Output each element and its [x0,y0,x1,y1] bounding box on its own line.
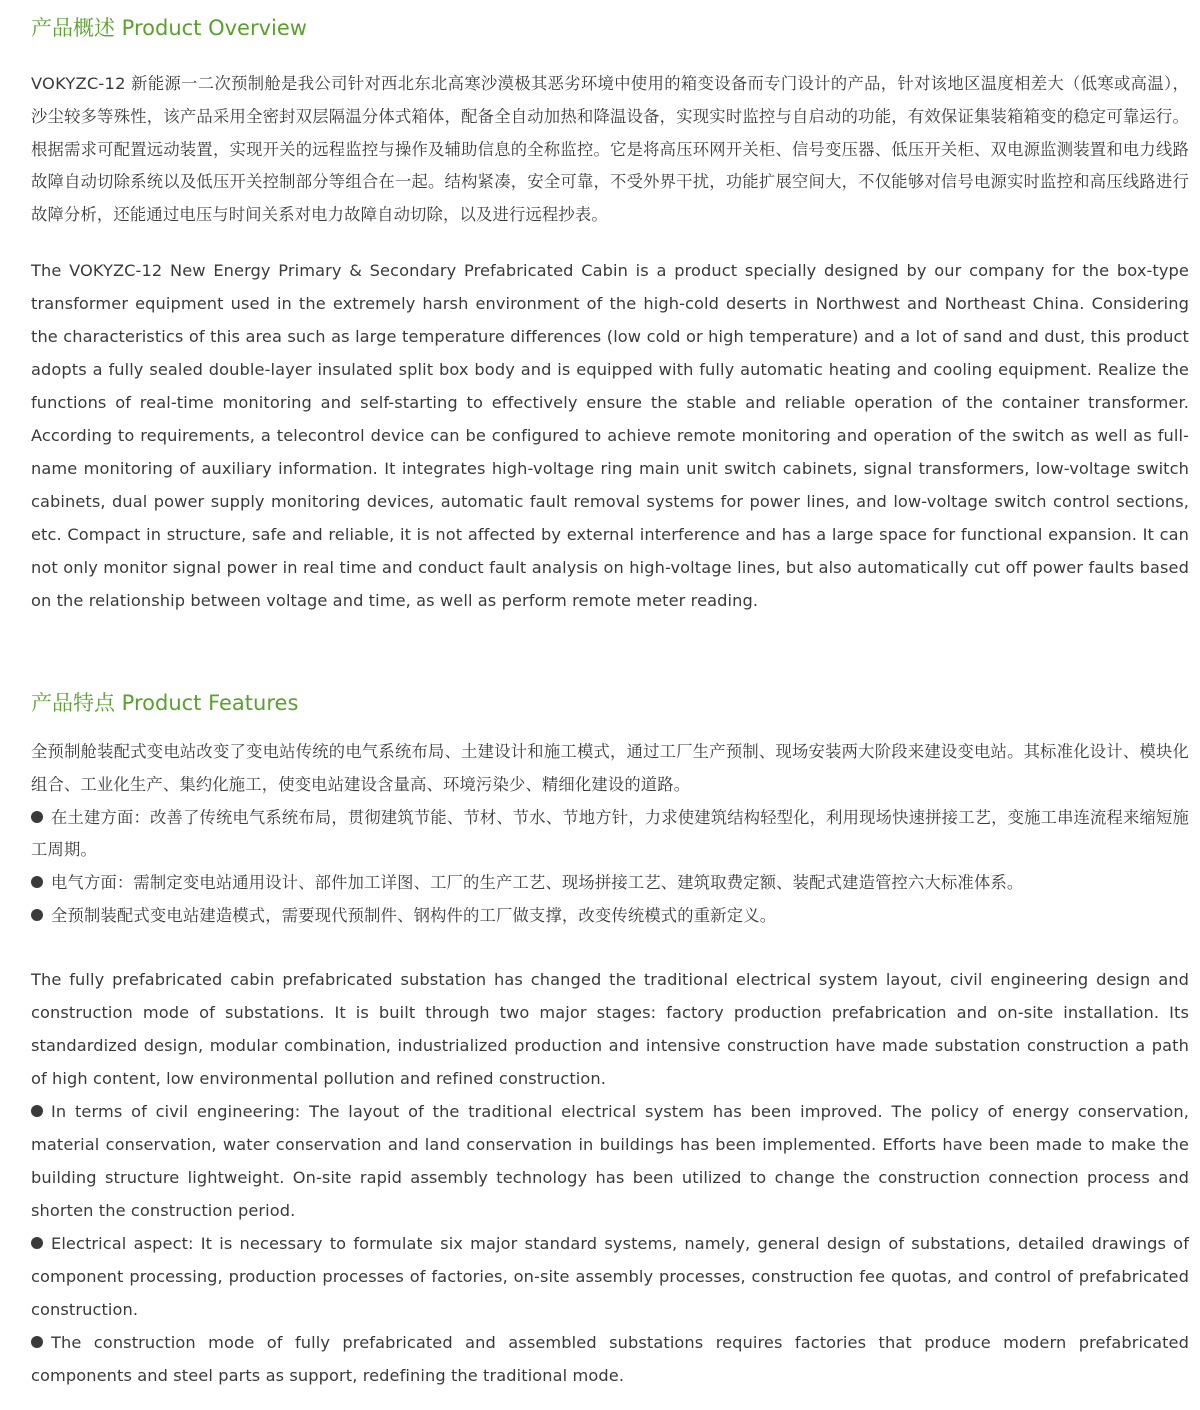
bullet-icon [31,1336,43,1348]
bullet-icon [31,811,43,823]
features-title: 产品特点 Product Features [31,691,299,715]
features-chinese-block [31,736,1189,933]
features-chinese-point: 全预制装配式变电站建造模式，需要现代预制件、钢构件的工厂做支撑，改变传统模式的重新定义。 [51,905,777,925]
list-item [31,1095,1189,1227]
list-item [31,1326,1189,1392]
features-english-block [31,963,1189,1392]
overview-english-paragraph: The VOKYZC-12 New Energy Primary & Secondary Prefabricated Cabin is a product specially designed by our company for the box-type transformer equipment used in the extremely harsh environment of the high-cold deserts in Northwest and Northeast China. Considering the characteristics of this area such as large temperature differences (low cold or high temperature) and a lot of sand and dust, this product adopts a fully sealed double-layer insulated split box body and is equipped with fully automatic heating and cooling equipment. Realize the functions of real-time monitoring and self-starting to effectively ensure the stable and reliable operation of the container transformer. According to requirements, a telecontrol device can be configured to achieve remote monitoring and operation of the switch as well as full-name monitoring of auxiliary information. It integrates high-voltage ring main unit switch cabinets, signal transformers, low-voltage switch cabinets, dual power supply monitoring devices, automatic fault removal systems for power lines, and low-voltage switch control sections, etc. Compact in structure, safe and reliable, it is not affected by external interference and has a large space for functional expansion. It can not only monitor signal power in real time and conduct fault analysis on high-voltage lines, but also automatically cut off power faults based on the relationship between voltage and time, as well as perform remote meter reading. [31,261,1189,610]
overview-chinese-paragraph: VOKYZC-12 新能源一二次预制舱是我公司针对西北东北高寒沙漠极其恶劣环境中使用的箱变设备而专门设计的产品，针对该地区温度相差大（低寒或高温），沙尘较多等殊性，该产品采用全密封双层隔温分体式箱体，配备全自动加热和降温设备，实现实时监控与自启动的功能，有效保证集装箱箱变的稳定可靠运行。根据需求可配置远动装置，实现开关的远程监控与操作及辅助信息的全称监控。它是将高压环网开关柜、信号变压器、低压开关柜、双电源监测装置和电力线路故障自动切除系统以及低压开关控制部分等组合在一起。结构紧凑，安全可靠，不受外界干扰，功能扩展空间大，不仅能够对信号电源实时监控和高压线路进行故障分析，还能通过电压与时间关系对电力故障自动切除，以及进行远程抄表。 [31,74,1189,225]
list-item [31,867,1189,900]
bullet-icon [31,909,43,921]
list-item [31,802,1189,868]
bullet-icon [31,1237,43,1249]
features-chinese-point: 在土建方面：改善了传统电气系统布局，贯彻建筑节能、节材、节水、节地方针，力求使建筑结构轻型化，利用现场快速拼接工艺，变施工串连流程来缩短施工周期。 [31,807,1189,860]
overview-title: 产品概述 Product Overview [31,16,307,40]
list-item [31,900,1189,933]
features-chinese-intro: 全预制舱装配式变电站改变了变电站传统的电气系统布局、土建设计和施工模式，通过工厂生产预制、现场安装两大阶段来建设变电站。其标准化设计、模块化组合、工业化生产、集约化施工，使变电站建设含量高、环境污染少、精细化建设的道路。 [31,742,1189,794]
features-english-point: The construction mode of fully prefabricated and assembled substations requires factories that produce modern prefabricated components and steel parts as support, redefining the traditional mode. [31,1333,1189,1385]
features-english-point: Electrical aspect: It is necessary to formulate six major standard systems, namely, general design of substations, detailed drawings of component processing, production processes of factories, on-site assembly processes, construction fee quotas, and control of prefabricated construction. [31,1234,1189,1319]
features-english-point: In terms of civil engineering: The layout of the traditional electrical system has been improved. The policy of energy conservation, material conservation, water conservation and land conservation in buildings has been implemented. Efforts have been made to make the building structure lightweight. On-site rapid assembly technology has been utilized to change the construction connection process and shorten the construction period. [31,1102,1189,1220]
list-item [31,1227,1189,1326]
bullet-icon [31,1105,43,1117]
bullet-icon [31,876,43,888]
features-english-intro: The fully prefabricated cabin prefabricated substation has changed the traditional electrical system layout, civil engineering design and construction mode of substations. It is built through two major stages: factory production prefabrication and on-site installation. Its standardized design, modular combination, industrialized production and intensive construction have made substation construction a path of high content, low environmental pollution and refined construction. [31,970,1189,1088]
features-chinese-point: 电气方面：需制定变电站通用设计、部件加工详图、工厂的生产工艺、现场拼接工艺、建筑取费定额、装配式建造管控六大标准体系。 [51,873,1024,893]
